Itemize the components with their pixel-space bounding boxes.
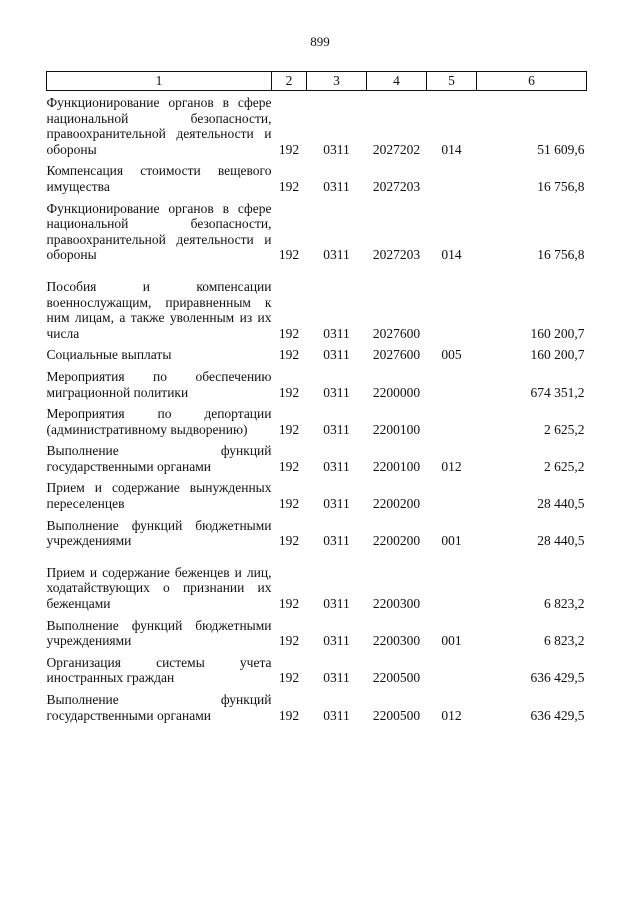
row-name: Прием и содержание вынужденных переселенцев	[46, 480, 272, 512]
table-row	[47, 439, 587, 476]
table-row	[47, 365, 587, 402]
table-row	[47, 343, 587, 365]
row-col-5: 005	[441, 347, 462, 363]
row-amount: 2 625,2	[544, 458, 585, 474]
row-col-2: 192	[278, 496, 300, 512]
row-col-5: 001	[441, 633, 462, 649]
row-col-4: 2027600	[372, 325, 421, 341]
row-col-5	[427, 365, 477, 402]
header-row	[47, 72, 587, 91]
row-col-3: 0311	[323, 707, 350, 723]
header-col-1: 1	[47, 72, 272, 91]
row-col-4: 2200200	[372, 533, 421, 549]
table-row	[47, 197, 587, 265]
row-amount: 51 609,6	[537, 141, 585, 157]
table-row	[47, 651, 587, 688]
row-col-4: 2200100	[372, 458, 421, 474]
row-name: Выполнение функций бюджетными учреждениями	[46, 517, 272, 549]
table-row	[47, 614, 587, 651]
row-name: Выполнение функций государственными органами	[46, 692, 272, 723]
row-col-3: 0311	[323, 533, 350, 549]
row-col-2: 192	[278, 533, 300, 549]
row-col-5	[427, 651, 477, 688]
row-col-4: 2200100	[372, 421, 421, 437]
row-amount: 160 200,7	[530, 347, 585, 363]
row-amount: 636 429,5	[530, 707, 585, 723]
table-row	[47, 159, 587, 196]
row-col-4: 2200300	[372, 596, 421, 612]
row-amount: 674 351,2	[530, 384, 585, 400]
row-col-5	[427, 476, 477, 513]
header-col-3: 3	[307, 72, 367, 91]
row-amount: 6 823,2	[544, 596, 585, 612]
table-row	[47, 91, 587, 160]
row-col-3: 0311	[323, 141, 350, 157]
row-amount: 6 823,2	[544, 633, 585, 649]
row-col-5: 012	[441, 458, 462, 474]
row-col-5: 012	[441, 707, 462, 723]
row-col-4: 2200000	[372, 384, 421, 400]
row-amount: 160 200,7	[530, 325, 585, 341]
page-number: 899	[310, 34, 330, 49]
row-amount: 28 440,5	[537, 496, 585, 512]
row-col-5: 014	[441, 141, 462, 157]
table-row	[47, 688, 587, 725]
row-col-3: 0311	[323, 347, 350, 363]
table-row	[47, 265, 587, 343]
row-col-4: 2200500	[372, 707, 421, 723]
row-col-4: 2200300	[372, 633, 421, 649]
row-col-3: 0311	[323, 325, 350, 341]
table-row	[47, 551, 587, 614]
budget-table	[46, 71, 587, 725]
row-name: Мероприятия по депортации (административному выдворению)	[46, 406, 272, 437]
row-col-2: 192	[278, 347, 300, 363]
header-col-6: 6	[477, 72, 587, 91]
row-col-2: 192	[278, 707, 300, 723]
row-col-2: 192	[278, 633, 300, 649]
row-col-3: 0311	[323, 384, 350, 400]
row-name: Функционирование органов в сфере национальной безопасности, правоохранительной деятельности и обороны	[46, 95, 272, 157]
row-col-4: 2027600	[372, 347, 421, 363]
row-col-3: 0311	[323, 178, 350, 194]
row-name: Выполнение функций бюджетными учреждениями	[46, 617, 272, 649]
row-col-5	[427, 265, 477, 343]
row-amount: 28 440,5	[537, 533, 585, 549]
row-col-2: 192	[278, 247, 300, 263]
row-name: Мероприятия по обеспечению миграционной политики	[46, 368, 272, 400]
row-col-4: 2200500	[372, 670, 421, 686]
table-header	[47, 72, 587, 91]
row-name: Социальные выплаты	[46, 347, 172, 363]
row-col-2: 192	[278, 421, 300, 437]
row-col-5	[427, 402, 477, 439]
header-col-2: 2	[272, 72, 307, 91]
row-name: Выполнение функций государственными органами	[46, 443, 272, 474]
row-col-5: 014	[441, 247, 462, 263]
row-col-2: 192	[278, 178, 300, 194]
row-col-4: 2027202	[372, 141, 421, 157]
row-name: Пособия и компенсации военнослужащим, приравненным к ним лицам, а также уволенным из их числа	[46, 278, 272, 341]
row-col-4: 2027203	[372, 247, 421, 263]
row-col-3: 0311	[323, 496, 350, 512]
header-col-5: 5	[427, 72, 477, 91]
row-col-5	[427, 551, 477, 614]
row-name: Организация системы учета иностранных граждан	[46, 654, 272, 686]
row-col-3: 0311	[323, 247, 350, 263]
row-name: Прием и содержание беженцев и лиц, ходатайствующих о признании их беженцами	[46, 564, 272, 612]
table-row	[47, 514, 587, 551]
header-col-4: 4	[367, 72, 427, 91]
row-col-5: 001	[441, 533, 462, 549]
row-col-3: 0311	[323, 633, 350, 649]
row-col-2: 192	[278, 670, 300, 686]
row-amount: 16 756,8	[537, 247, 585, 263]
row-col-3: 0311	[323, 596, 350, 612]
row-col-2: 192	[278, 141, 300, 157]
row-name: Компенсация стоимости вещевого имущества	[46, 163, 272, 194]
row-col-2: 192	[278, 458, 300, 474]
row-amount: 2 625,2	[544, 421, 585, 437]
row-col-4: 2027203	[372, 178, 421, 194]
row-col-2: 192	[278, 384, 300, 400]
table-row	[47, 476, 587, 513]
row-amount: 636 429,5	[530, 670, 585, 686]
row-col-2: 192	[278, 325, 300, 341]
row-amount: 16 756,8	[537, 178, 585, 194]
row-col-3: 0311	[323, 421, 350, 437]
row-col-4: 2200200	[372, 496, 421, 512]
row-col-2: 192	[278, 596, 300, 612]
table-row	[47, 402, 587, 439]
row-col-5	[427, 159, 477, 196]
row-col-3: 0311	[323, 670, 350, 686]
row-col-3: 0311	[323, 458, 350, 474]
row-name: Функционирование органов в сфере национальной безопасности, правоохранительной деятельности и обороны	[46, 200, 272, 263]
table-body	[47, 91, 587, 726]
